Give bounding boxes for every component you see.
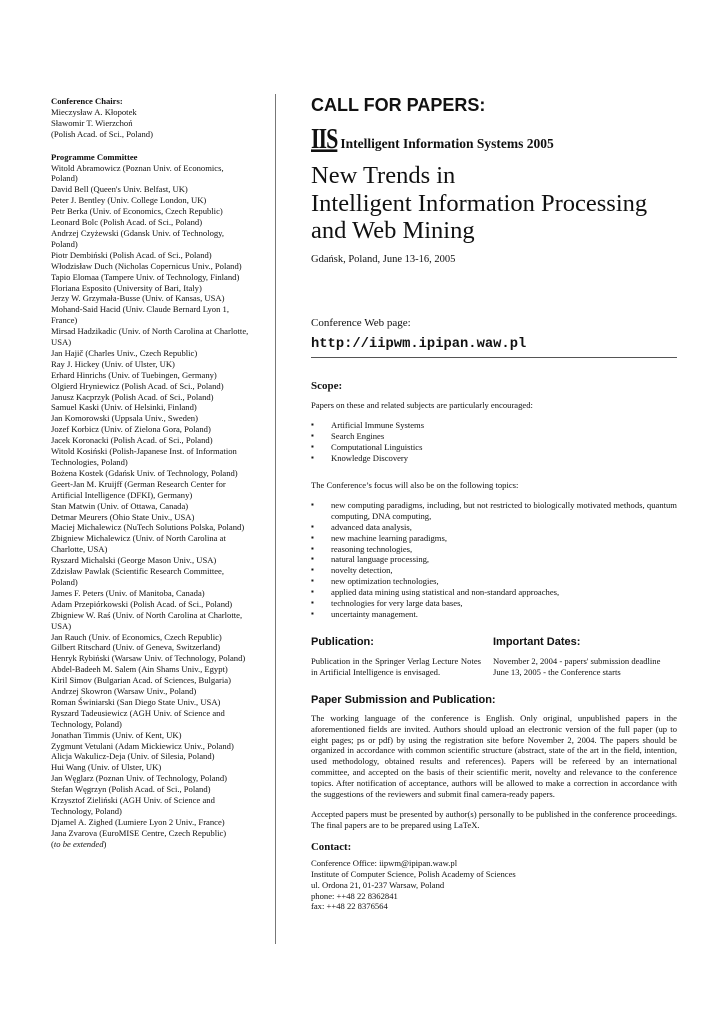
scope-topics-list (311, 420, 677, 464)
series-name: Intelligent Information Systems 2005 (340, 136, 554, 151)
committee-member-line: Roman Świniarski (San Diego State Univ., USA) (51, 696, 221, 707)
focus-topic-item: ▪ new optimization technologies, (311, 576, 677, 587)
dates-section (493, 636, 677, 678)
committee-heading: Programme Committee (51, 151, 138, 162)
scope-topic-item: ▪ Artificial Immune Systems (311, 420, 677, 431)
committee-member-line: Poland) (51, 576, 78, 587)
conference-place-date: Gdańsk, Poland, June 13-16, 2005 (311, 253, 456, 265)
call-for-papers-heading: CALL FOR PAPERS: (311, 95, 486, 115)
committee-member-line: France) (51, 315, 78, 326)
chairs-heading: Conference Chairs: (51, 96, 123, 106)
focus-topics-list (311, 500, 677, 620)
committee-member-line: Ray J. Hickey (Univ. of Ulster, UK) (51, 358, 175, 369)
committee-member-line: Witold Kosiński (Polish-Japanese Inst. of Information (51, 446, 237, 457)
chair-line: Mieczysław A. Kłopotek (51, 106, 137, 117)
committee-member-line: Samuel Kaski (Univ. of Helsinki, Finland) (51, 402, 197, 413)
chairs-list (51, 107, 273, 140)
scope-topic-item: ▪ Computational Linguistics (311, 442, 677, 453)
title-line: and Web Mining (311, 217, 475, 244)
committee-member-line: Bożena Kostek (Gdańsk Univ. of Technology, Poland) (51, 467, 238, 478)
contact-line: ul. Ordona 21, 01-237 Warsaw, Poland (311, 879, 445, 890)
publication-section (311, 636, 481, 678)
series-row (311, 122, 677, 155)
submission-paragraph-2: Accepted papers must be presented by author(s) personally to be published in the conference proceedings. The final papers are to be prepared using LaTeX. (311, 808, 677, 830)
committee-member-line: Adam Przepiórkowski (Polish Acad. of Sci., Poland) (51, 598, 233, 609)
committee-member-line: Hui Wang (Univ. of Ulster, UK) (51, 762, 162, 773)
column-divider (275, 94, 276, 944)
title-line: Intelligent Information Processing (311, 189, 648, 217)
focus-intro: The Conference’s focus will also be on the following topics: (311, 480, 519, 491)
focus-topic-item: ▪ new computing paradigms, including, but not restricted to biologically motivated methods, quantum computing, DNA computing, (311, 500, 677, 522)
committee-member-line: Jozef Korbicz (Univ. of Zielona Gora, Poland) (51, 424, 211, 435)
contact-heading: Contact: (311, 840, 352, 853)
committee-member-line: Stefan Węgrzyn (Polish Acad. of Sci., Poland) (51, 784, 211, 795)
committee-member-line: Jan Rauch (Univ. of Economics, Czech Republic) (51, 631, 222, 642)
committee-member-line: Janusz Kacprzyk (Polish Acad. of Sci., Poland) (51, 391, 214, 402)
scope-heading: Scope: (311, 379, 343, 392)
committee-member-line: Jana Zvarova (EuroMISE Centre, Czech Republic) (51, 827, 227, 838)
focus-topic-item: ▪ natural language processing, (311, 554, 677, 565)
to-be-extended: (to be extended) (51, 838, 107, 849)
web-page-label: Conference Web page: (311, 316, 411, 329)
left-column (51, 96, 273, 850)
chair-line: (Polish Acad. of Sci., Poland) (51, 128, 153, 139)
committee-member-line: Jonathan Timmis (Univ. of Kent, UK) (51, 729, 182, 740)
submission-heading: Paper Submission and Publication: (311, 693, 496, 706)
committee-member-line: Zdzisław Pawlak (Scientific Research Committee, (51, 566, 225, 577)
committee-member-line: Charlotte, USA) (51, 544, 108, 555)
right-column (311, 94, 677, 912)
committee-member-line: Stan Matwin (Univ. of Ottawa, Canada) (51, 500, 189, 511)
publication-heading: Publication: (311, 635, 374, 648)
committee-member-line: Poland) (51, 238, 78, 249)
committee-member-line: Piotr Dembiński (Polish Acad. of Sci., Poland) (51, 249, 212, 260)
committee-member-line: Erhard Hinrichs (Univ. of Tuebingen, Germany) (51, 369, 217, 380)
web-page-url[interactable]: http://iipwm.ipipan.waw.pl (311, 336, 527, 352)
committee-member-line: USA) (51, 337, 72, 348)
focus-topic-item: ▪ new machine learning paradigms, (311, 533, 677, 544)
committee-member-line: Jerzy W. Grzymała-Busse (Univ. of Kansas, USA) (51, 293, 225, 304)
committee-member-line: Krzysztof Zieliński (AGH Univ. of Science and (51, 795, 215, 806)
conference-title (311, 162, 677, 245)
focus-topic-item: ▪ advanced data analysis, (311, 522, 677, 533)
committee-member-line: Jan Węglarz (Poznan Univ. of Technology, Poland) (51, 773, 228, 784)
publication-text: Publication in the Springer Verlag Lecture Notes in Artificial Intelligence is envisaged. (311, 655, 481, 677)
committee-member-line: Zygmunt Vetulani (Adam Mickiewicz Univ., Poland) (51, 740, 234, 751)
committee-member-line: James F. Peters (Univ. of Manitoba, Canada) (51, 587, 205, 598)
committee-member-line: Zbigniew Michalewicz (Univ. of North Carolina at (51, 533, 226, 544)
committee-member-line: Ryszard Tadeusiewicz (AGH Univ. of Science and (51, 707, 225, 718)
url-rule (311, 357, 677, 358)
committee-member-line: Kiril Simov (Bulgarian Acad. of Sciences, Bulgaria) (51, 675, 231, 686)
committee-member-line: David Bell (Queen's Univ. Belfast, UK) (51, 184, 188, 195)
committee-member-line: Mirsad Hadzikadic (Univ. of North Carolina at Charlotte, (51, 326, 249, 337)
contact-block (311, 858, 677, 913)
committee-member-line: Jan Hajič (Charles Univ., Czech Republic) (51, 347, 198, 358)
committee-member-line: Jan Komorowski (Uppsala Univ., Sweden) (51, 413, 198, 424)
committee-member-line: Peter J. Bentley (Univ. College London, UK) (51, 195, 207, 206)
committee-member-line: Leonard Bolc (Polish Acad. of Sci., Poland) (51, 217, 203, 228)
dates-heading: Important Dates: (493, 635, 581, 648)
contact-line: phone: ++48 22 8362841 (311, 890, 398, 901)
committee-member-line: Floriana Esposito (University of Bari, Italy) (51, 282, 202, 293)
committee-member-line: Ryszard Michalski (George Mason Univ., USA) (51, 555, 217, 566)
chair-line: Sławomir T. Wierzchoń (51, 117, 133, 128)
focus-topic-item: ▪ applied data mining using statistical and non-standard approaches, (311, 587, 677, 598)
committee-member-line: Zbigniew W. Raś (Univ. of North Carolina at Charlotte, (51, 609, 243, 620)
iis-logo: IIS (311, 122, 338, 155)
focus-topic-item: ▪ novelty detection, (311, 565, 677, 576)
dates-line: November 2, 2004 - papers' submission deadline (493, 655, 661, 666)
committee-member-line: Witold Abramowicz (Poznan Univ. of Economics, (51, 162, 224, 173)
committee-member-line: Maciej Michalewicz (NuTech Solutions Polska, Poland) (51, 522, 245, 533)
committee-member-line: Geert-Jan M. Kruijff (German Research Center for (51, 478, 226, 489)
committee-member-line: Gilbert Ritschard (Univ. of Geneva, Switzerland) (51, 642, 221, 653)
committee-member-line: Petr Berka (Univ. of Economics, Czech Republic) (51, 206, 223, 217)
focus-topic-item: ▪ reasoning technologies, (311, 544, 677, 555)
scope-topic-item: ▪ Search Engines (311, 431, 677, 442)
submission-paragraph-1: The working language of the conference is English. Only original, unpublished papers in the aforementioned fields are invited. Authors should upload an electronic version of the full paper (up to eight pages; ps or pdf) by using the registration site before November 2, 2004. The papers should be organized in accordance with common scientific structure (abstract, state of the art in the field, intention, used methodology, obtained results and references). Papers will be refereed by an international committee, and accepted on the basis of their scientific merit, novelty and relevance to the conference topics. After notification of acceptance, authors will be allowed to make a correction in accordance with the suggestions of the reviewers and submit final camera-ready papers. (311, 712, 677, 800)
committee-member-line: Mohand-Said Hacid (Univ. Claude Bernard Lyon 1, (51, 304, 229, 315)
committee-member-line: Jacek Koronacki (Polish Acad. of Sci., Poland) (51, 435, 213, 446)
contact-email-line[interactable]: Conference Office: iipwm@ipipan.waw.pl (311, 857, 458, 868)
committee-member-line: Henryk Rybiński (Warsaw Univ. of Technology, Poland) (51, 653, 246, 664)
committee-member-line: Detmar Meurers (Ohio State Univ., USA) (51, 511, 195, 522)
scope-topic-item: ▪ Knowledge Discovery (311, 453, 677, 464)
committee-member-line: Technology, Poland) (51, 806, 122, 816)
publication-dates-row (311, 636, 677, 678)
focus-topic-item: ▪ technologies for very large data bases, (311, 598, 677, 609)
title-line: New Trends in (311, 162, 456, 189)
committee-member-line: Tapio Elomaa (Tampere Univ. of Technology, Finland) (51, 271, 240, 282)
contact-line: fax: ++48 22 8376564 (311, 901, 388, 912)
committee-member-line: Artificial Intelligence (DFKI), Germany) (51, 489, 193, 500)
committee-list (51, 163, 273, 839)
committee-member-line: Andrzej Skowron (Warsaw Univ., Poland) (51, 686, 197, 697)
committee-member-line: Włodzisław Duch (Nicholas Copernicus Univ., Poland) (51, 260, 242, 271)
committee-member-line: Andrzej Czyżewski (Gdansk Univ. of Technology, (51, 227, 225, 238)
committee-member-line: Olgierd Hryniewicz (Polish Acad. of Sci., Poland) (51, 380, 224, 391)
committee-member-line: Technology, Poland) (51, 718, 122, 729)
scope-intro: Papers on these and related subjects are particularly encouraged: (311, 399, 533, 410)
committee-member-line: Technologies, Poland) (51, 457, 128, 467)
committee-member-line: USA) (51, 620, 72, 631)
dates-line: June 13, 2005 - the Conference starts (493, 666, 621, 677)
committee-member-line: Poland) (51, 173, 78, 184)
focus-topic-item: ▪ uncertainty management. (311, 609, 677, 620)
committee-member-line: Djamel A. Zighed (Lumiere Lyon 2 Univ., France) (51, 816, 225, 827)
contact-line: Institute of Computer Science, Polish Academy of Sciences (311, 868, 516, 879)
committee-member-line: Alicja Wakulicz-Deja (Univ. of Silesia, Poland) (51, 751, 215, 762)
committee-member-line: Abdel-Badeeh M. Salem (Ain Shams Univ., Egypt) (51, 664, 228, 675)
